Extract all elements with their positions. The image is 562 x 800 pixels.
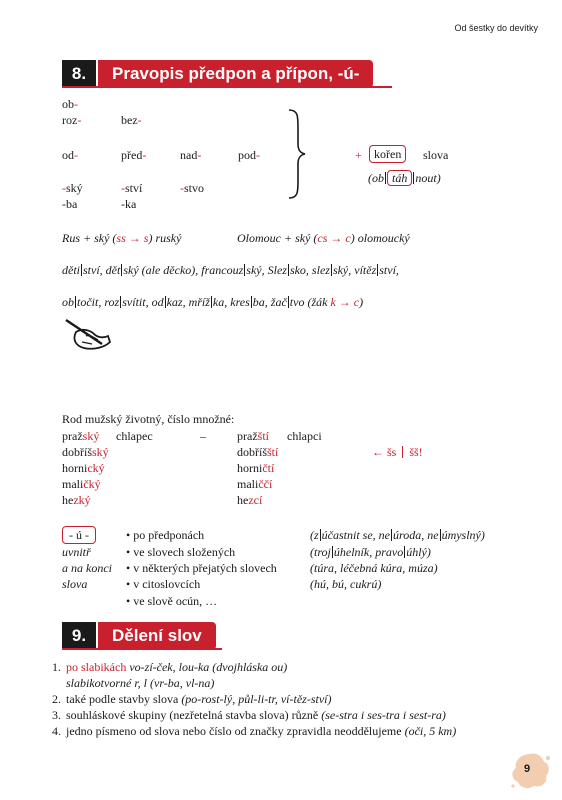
- suffix-sky: -ský: [62, 181, 83, 195]
- u-rule-example-4: (hú, bú, cukrú): [310, 577, 382, 591]
- plural-row-singular: dobříšský: [62, 445, 109, 459]
- list-item: 4. jedno písmeno od slova nebo číslo od značky zpravidla neoddělujeme (oči, 5 km): [64, 723, 544, 739]
- suffix-ka: -ka: [121, 197, 137, 211]
- example-olomouc: Olomouc + ský (cs → c) olomoucký: [237, 231, 410, 245]
- running-title: Od šestky do devítky: [454, 23, 538, 33]
- plural-row-singular: hornický: [62, 461, 105, 475]
- prefix-nad: nad-: [180, 148, 202, 162]
- prefix-roz: roz-: [62, 113, 82, 127]
- u-rule-bullet: • v některých přejatých slovech: [126, 561, 277, 575]
- suffix-ba: -ba: [62, 197, 78, 211]
- u-rule-bullet: • po předponách: [126, 528, 205, 542]
- plural-row1-dash: –: [200, 429, 206, 443]
- prefix-od: od-: [62, 148, 78, 162]
- u-rule-bullet: • ve slově ocún, …: [126, 594, 218, 608]
- list-item: 3. souhláskové skupiny (nezřetelná stavba slova) různě (se-stra i ses-tra i sest-ra): [64, 707, 544, 723]
- writing-hand-icon: [62, 316, 114, 352]
- prefix-pred: před-: [121, 148, 147, 162]
- plus-sign: +: [355, 148, 362, 162]
- list-item: 1. po slabikách vo-zí-ček, lou-ka (dvojhláska ou) slabikotvorné r, l (vr-ba, vl-na): [64, 659, 544, 691]
- root-example: (ob táh nout): [368, 171, 441, 185]
- section-9-number: 9.: [62, 622, 96, 650]
- plural-note: ← šs šš!: [372, 445, 423, 459]
- curly-brace-icon: [286, 108, 308, 200]
- plural-row-plural: dobříšští: [237, 445, 279, 459]
- plural-row-singular: maličký: [62, 477, 101, 491]
- section-8-title: Pravopis předpon a přípon, -ú-: [98, 60, 373, 88]
- u-rule-bullet: • v citoslovcích: [126, 577, 201, 591]
- plural-row1-plural: pražští: [237, 429, 269, 443]
- u-rule-left-1: uvnitř: [62, 545, 91, 559]
- section-9-underline: [62, 648, 222, 650]
- plural-row-plural: maliččí: [237, 477, 273, 491]
- example-line-stvi: děti ství, dět ský (ale děcko), francouz ský, Slez sko, slez ský, vítěz ství,: [62, 263, 399, 277]
- prefix-pod: pod-: [238, 148, 260, 162]
- u-rule-bullet: • ve slovech složených: [126, 545, 236, 559]
- u-rule-example-2: (troj úhelník, pravo úhlý): [310, 545, 431, 559]
- prefix-ob: ob-: [62, 97, 78, 111]
- suffix-stvo: -stvo: [180, 181, 205, 195]
- plural-row-singular: hezký: [62, 493, 91, 507]
- section-8-underline: [62, 86, 392, 88]
- root-box: kořen: [369, 145, 406, 163]
- u-rule-left-2: a na konci: [62, 561, 112, 575]
- u-rule-example-3: (túra, léčebná kúra, múza): [310, 561, 438, 575]
- division-list: [44, 659, 544, 739]
- plural-row1-singular: pražský: [62, 429, 100, 443]
- u-rule-label: - ú -: [62, 526, 96, 544]
- u-rule-example-1: (z účastnit se, ne úroda, ne úmyslný): [310, 528, 485, 542]
- u-rule-left-3: slova: [62, 577, 88, 591]
- example-line-prefix: ob točit, roz svítit, od kaz, mříž ka, kres ba, žač tvo (žák k → c): [62, 295, 364, 309]
- plural-heading: Rod mužský životný, číslo množné:: [62, 412, 235, 426]
- example-rus: Rus + ský (ss → s) ruský: [62, 231, 182, 245]
- list-item: 2. také podle stavby slova (po-rost-lý, půl-li-tr, ví-těz-ství): [64, 691, 544, 707]
- suffix-stvi: -ství: [121, 181, 143, 195]
- prefix-bez: bez-: [121, 113, 142, 127]
- plural-row-plural: horničtí: [237, 461, 275, 475]
- plural-row-plural: hezcí: [237, 493, 263, 507]
- plural-row1-noun: chlapec: [116, 429, 153, 443]
- plural-row1-noun2: chlapci: [287, 429, 322, 443]
- page-number: 9: [524, 763, 531, 775]
- root-word: slova: [423, 148, 449, 162]
- section-9-title: Dělení slov: [98, 622, 216, 650]
- section-8-number: 8.: [62, 60, 96, 88]
